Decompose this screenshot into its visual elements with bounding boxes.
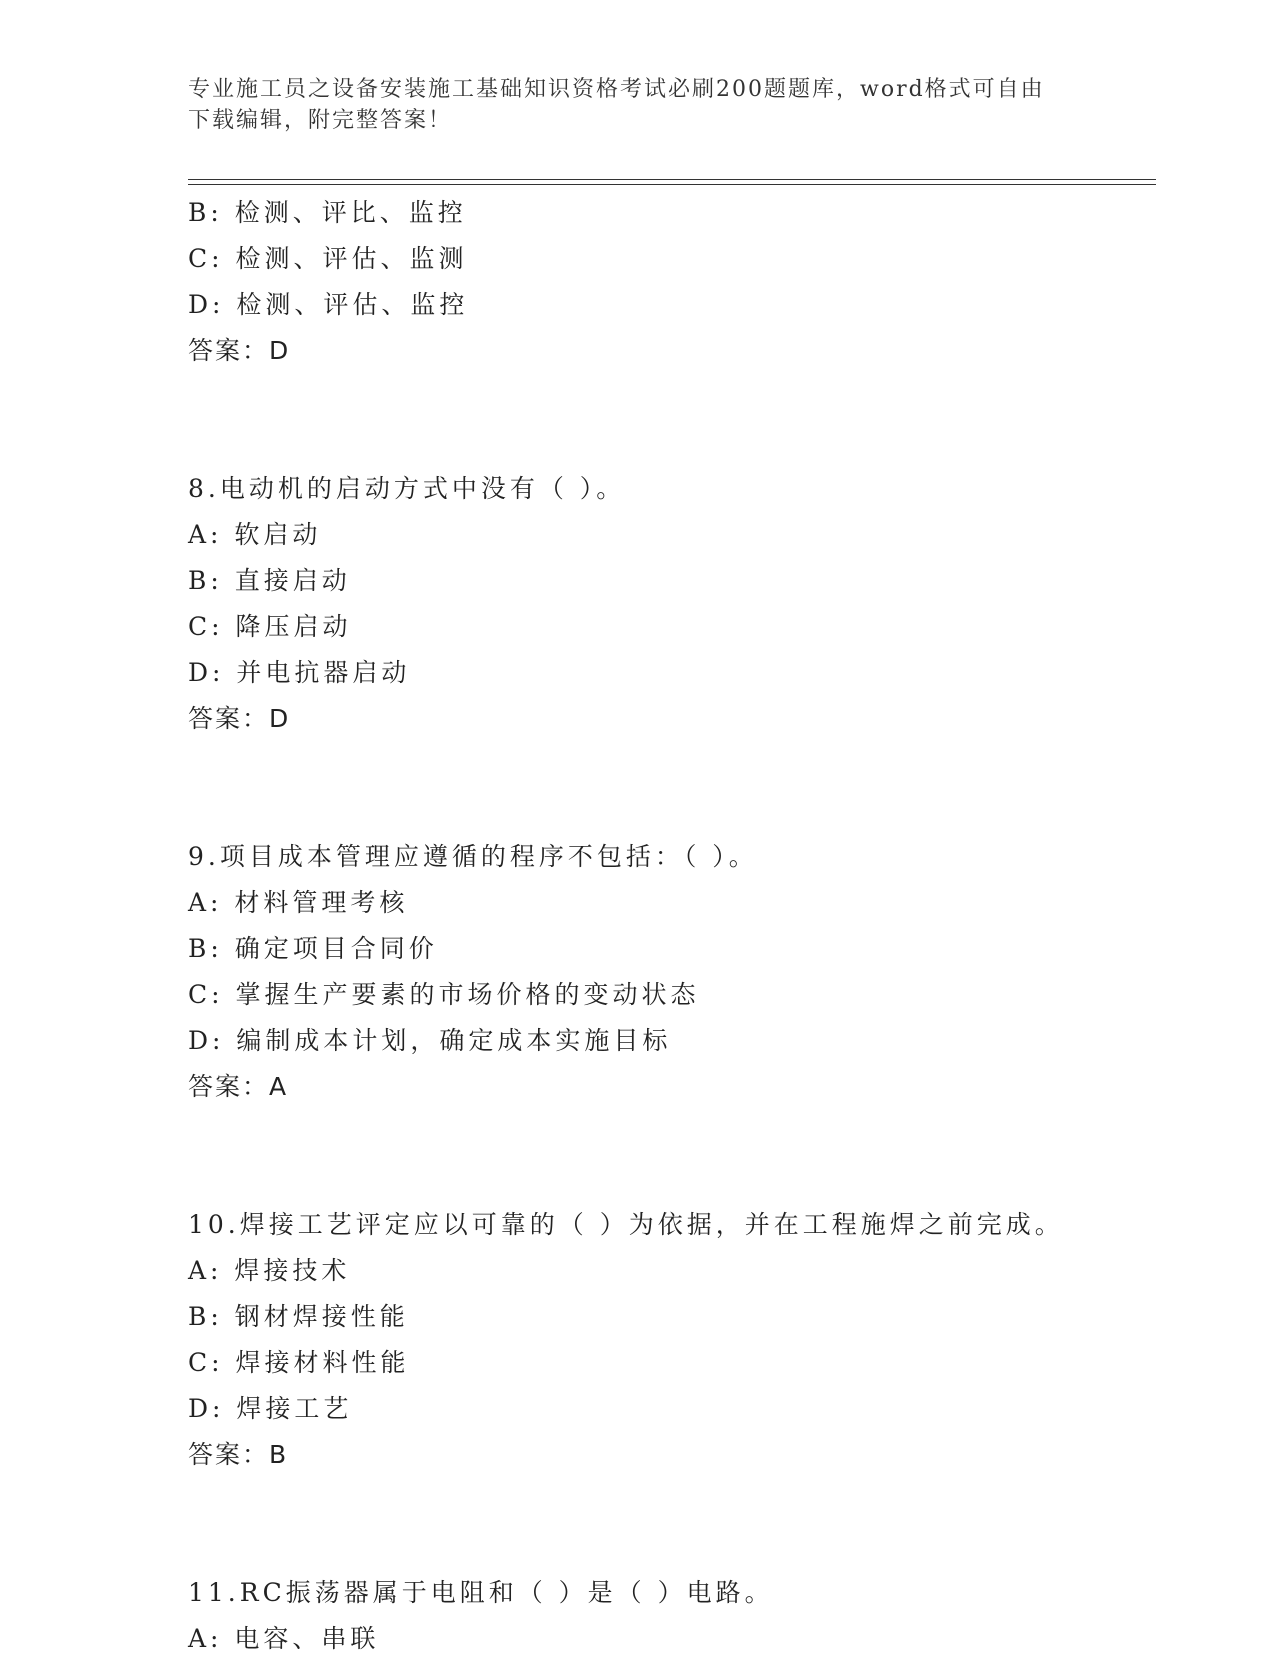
question-content — [188, 190, 1156, 1662]
option-b: B: 检测、评比、监控 — [188, 198, 467, 227]
question-stem: 10.焊接工艺评定应以可靠的（ ）为依据，并在工程施焊之前完成。 — [188, 1210, 1064, 1239]
option-d: D: 编制成本计划，确定成本实施目标 — [188, 1026, 672, 1055]
option-d: D: 并电抗器启动 — [188, 658, 411, 687]
option-a: A: 软启动 — [188, 520, 322, 549]
header-double-rule — [188, 179, 1156, 185]
document-header — [188, 74, 1068, 136]
option-c: C: 检测、评估、监测 — [188, 244, 468, 273]
answer-line: 答案：A — [188, 1072, 289, 1101]
option-a: A: 材料管理考核 — [188, 888, 409, 917]
header-line-1: 专业施工员之设备安装施工基础知识资格考试必刷200题题库，word格式可自由 — [188, 77, 1045, 102]
question-spacer — [188, 374, 1156, 466]
question-11 — [188, 1570, 1156, 1662]
answer-line: 答案：D — [188, 336, 291, 365]
option-a: A: 电容、串联 — [188, 1624, 380, 1653]
question-spacer — [188, 1478, 1156, 1570]
option-b: B: 直接启动 — [188, 566, 351, 595]
option-c: C: 降压启动 — [188, 612, 352, 641]
question-10 — [188, 1202, 1156, 1478]
question-7-continued — [188, 190, 1156, 374]
option-a: A: 焊接技术 — [188, 1256, 351, 1285]
answer-line: 答案：B — [188, 1440, 289, 1469]
option-c: C: 焊接材料性能 — [188, 1348, 410, 1377]
option-c: C: 掌握生产要素的市场价格的变动状态 — [188, 980, 700, 1009]
question-spacer — [188, 742, 1156, 834]
option-d: D: 检测、评估、监控 — [188, 290, 469, 319]
question-8 — [188, 466, 1156, 742]
question-stem: 9.项目成本管理应遵循的程序不包括：（ ）。 — [188, 842, 758, 871]
question-9 — [188, 834, 1156, 1110]
option-b: B: 确定项目合同价 — [188, 934, 438, 963]
header-line-2: 下载编辑，附完整答案！ — [188, 108, 453, 133]
option-d: D: 焊接工艺 — [188, 1394, 353, 1423]
option-b: B: 钢材焊接性能 — [188, 1302, 409, 1331]
question-stem: 8.电动机的启动方式中没有（ ）。 — [188, 474, 626, 503]
question-spacer — [188, 1110, 1156, 1202]
question-stem: 11.RC振荡器属于电阻和（ ）是（ ）电路。 — [188, 1578, 774, 1607]
answer-line: 答案：D — [188, 704, 291, 733]
